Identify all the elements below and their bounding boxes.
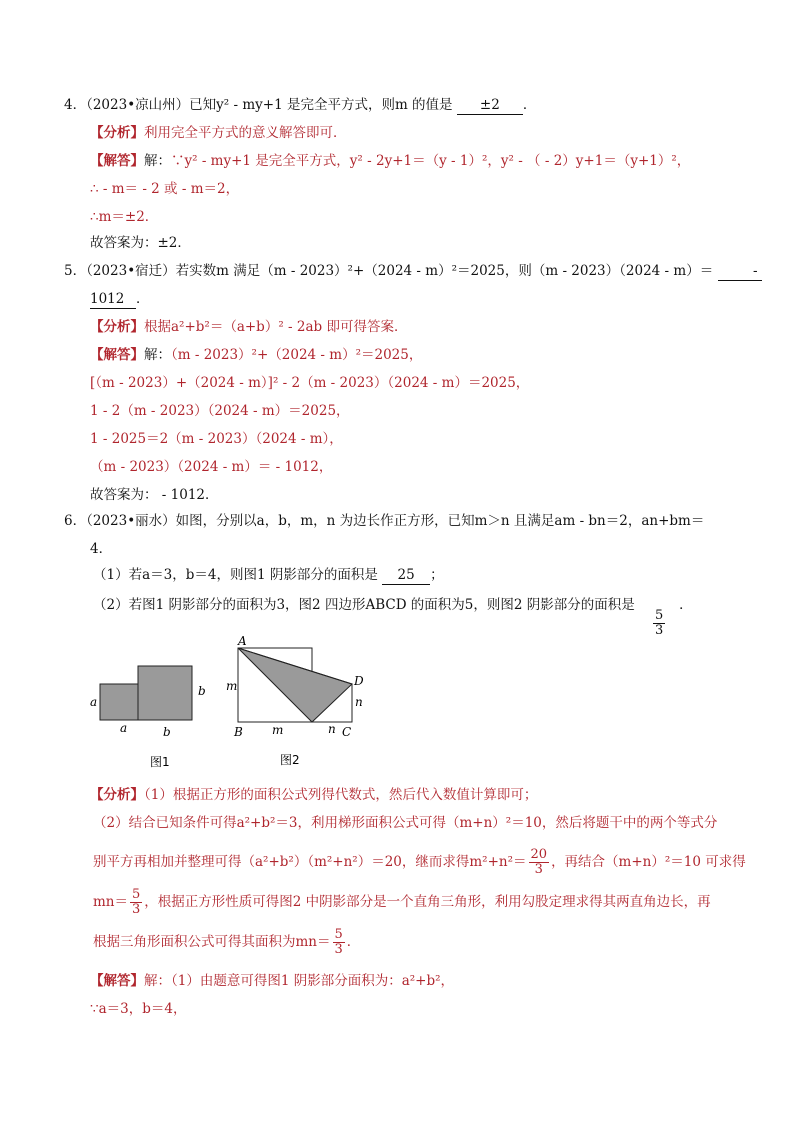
q5-solution-line-3: 1 - 2（m - 2023）（2024 - m）＝2025， (90, 403, 350, 419)
q6-part1-answer: 25 (382, 566, 430, 585)
q6-analysis-line-2: （2）结合已知条件可得a²+b²＝3，利用梯形面积公式可得（m+n）²＝10，然后将题干中的两个等式分 (93, 815, 718, 831)
q4-analysis: 【分析】利用完全平方式的意义解答即可． (90, 125, 347, 141)
fig2-label-C: C (342, 725, 352, 739)
q5-final-answer: 故答案为： - 1012． (90, 487, 219, 503)
fig2-label-D: D (354, 674, 364, 688)
q6-analysis-line-4: mn＝ $\frac{5}{3}$ ，根据正方形性质可得图2 中阴影部分是一个直角三角形，利用勾股定理求得其两直角边长，再 (93, 887, 711, 917)
q5-solution-line-2: [（m - 2023）+（2024 - m）]² - 2（m - 2023）（2024 - m）＝2025， (90, 375, 530, 391)
fig1-label-a-bottom: a (120, 721, 128, 735)
q6-analysis-line-5: 根据三角形面积公式可得其面积为mn＝ $\frac{5}{3}$ ． (93, 927, 361, 957)
q4-solution-line-3: ∴m＝±2． (90, 209, 159, 225)
q6-analysis-line-1: 【分析】（1）根据正方形的面积公式列得代数式，然后代入数值计算即可； (90, 787, 538, 803)
q5-stem-cont: 1012 ． (90, 291, 150, 307)
fig1-label-b-side: b (198, 684, 206, 698)
fig2-label-m-side: m (226, 679, 238, 693)
fig2-label-m-bottom: m (272, 723, 284, 737)
q5-solution-line-5: （m - 2023）（2024 - m）＝ - 1012， (90, 459, 333, 475)
q5-answer-part1: - (718, 262, 762, 281)
q4-solution-line-1: 【解答】解：∵y² - my+1 是完全平方式，y² - 2y+1＝（y - 1）²，y² - （ - 2）y+1＝（y+1）²， (90, 153, 691, 169)
q6-part2-answer: $\frac{5}{3}$ (654, 608, 664, 638)
q4-answer: ±2 (457, 96, 523, 115)
q6-analysis-line-3: 别平方再相加并整理可得（a²+b²）（m²+n²）＝20，继而求得m²+n²＝ $\frac{20}{3}$ ，再结合（m+n）²＝10 可求得 (93, 847, 746, 877)
q6-solution-line-1: 【解答】解：（1）由题意可得图1 阴影部分面积为：a²+b²， (90, 973, 455, 989)
fig2-label-A: A (238, 634, 247, 648)
q6-part1: （1）若a＝3，b＝4，则图1 阴影部分的面积是 25 ； (93, 567, 444, 583)
q6-stem-line-2: 4． (90, 541, 113, 557)
q4-solution-line-2: ∴ - m＝ - 2 或 - m＝2， (90, 181, 240, 197)
q6-solution-line-2: ∵a＝3，b＝4， (90, 1001, 187, 1017)
q4-final-answer: 故答案为：±2． (90, 235, 191, 251)
q4-stem: 4．（2023•凉山州）已知y² - my+1 是完全平方式，则m 的值是 ±2 ． (64, 97, 537, 113)
fig1-label-a-side: a (90, 695, 98, 709)
q6-stem-line-1: 6．（2023•丽水）如图，分别以a，b，m，n 为边长作正方形，已知m＞n 且满足am - bn＝2，an+bm＝ (64, 513, 705, 529)
q5-analysis: 【分析】根据a²+b²＝（a+b）² - 2ab 即可得答案． (90, 319, 408, 335)
fig1-label-b-bottom: b (163, 725, 171, 739)
q6-part2: （2）若图1 阴影部分的面积为3，图2 四边形ABCD 的面积为5，则图2 阴影部分的面积是 $\frac{5}{3}$ ． (93, 597, 693, 638)
fig2-shaded-triangle (238, 648, 352, 722)
q5-solution-line-1: 【解答】解：（m - 2023）²+（2024 - m）²＝2025， (90, 347, 423, 363)
fig1-caption: 图1 (150, 755, 170, 769)
fig2-caption: 图2 (280, 753, 300, 767)
fig1-square-a (100, 684, 138, 720)
fig1-square-b (138, 666, 192, 720)
fig2-label-B: B (234, 725, 243, 739)
fig2-label-n-side: n (355, 695, 363, 709)
q5-answer-part2: 1012 (90, 290, 136, 309)
q5-stem: 5．（2023•宿迁）若实数m 满足（m - 2023）²+（2024 - m）²＝2025，则（m - 2023）（2024 - m）＝ - (64, 262, 762, 281)
q5-solution-line-4: 1 - 2025＝2（m - 2023）（2024 - m）， (90, 431, 343, 447)
q6-figure (88, 632, 388, 772)
fig2-label-n-bottom: n (328, 722, 336, 736)
